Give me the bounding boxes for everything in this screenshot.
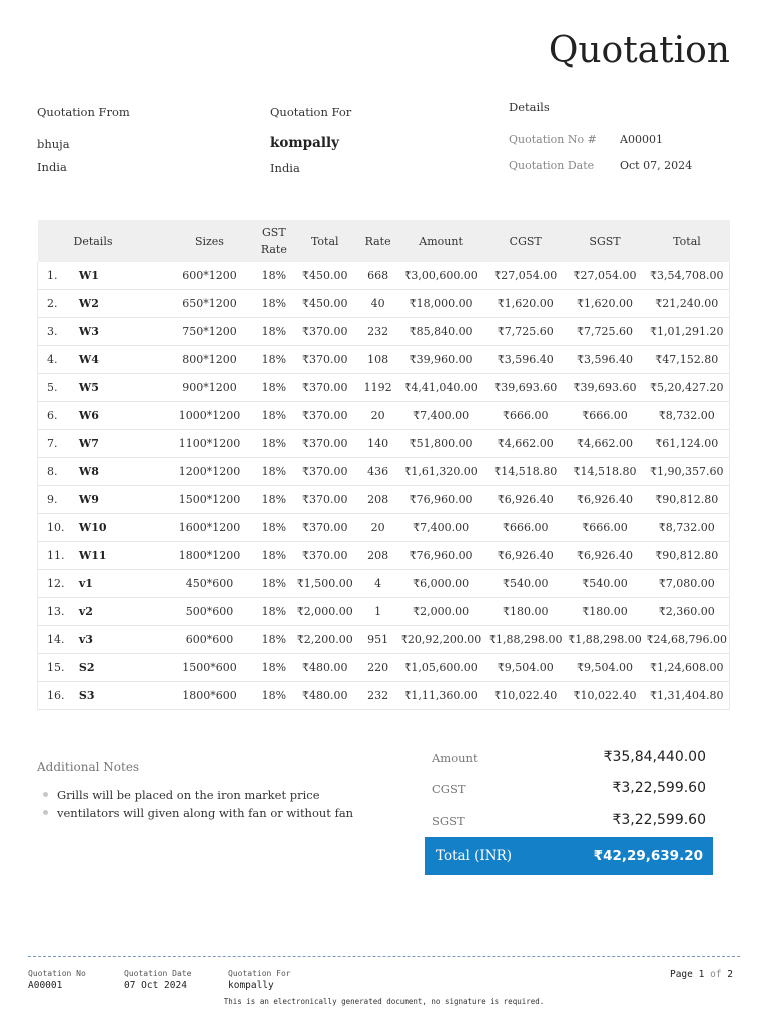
gst-rate: 18% xyxy=(257,486,291,514)
cgst: ₹39,693.60 xyxy=(486,374,566,402)
amount: ₹1,05,600.00 xyxy=(396,654,486,682)
sgst: ₹666.00 xyxy=(566,402,645,430)
line-total: ₹1,31,404.80 xyxy=(644,682,729,710)
unit-price: ₹480.00 xyxy=(291,682,359,710)
unit-price: ₹370.00 xyxy=(291,402,359,430)
header-grand-total: Total xyxy=(644,220,729,262)
amount: ₹20,92,200.00 xyxy=(396,626,486,654)
note-text: ventilators will given along with fan or without fan xyxy=(57,806,354,820)
item-name: W9 xyxy=(75,486,162,514)
sgst: ₹14,518.80 xyxy=(566,458,645,486)
line-total: ₹5,20,427.20 xyxy=(644,374,729,402)
gst-rate: 18% xyxy=(257,262,291,290)
page-of: of xyxy=(710,969,722,980)
cgst: ₹180.00 xyxy=(486,598,566,626)
gst-rate: 18% xyxy=(257,514,291,542)
gst-rate: 18% xyxy=(257,374,291,402)
items-table xyxy=(37,220,730,710)
table-row xyxy=(38,458,730,486)
table-row xyxy=(38,430,730,458)
cgst: ₹666.00 xyxy=(486,514,566,542)
sgst: ₹6,926.40 xyxy=(566,486,645,514)
line-total: ₹1,24,608.00 xyxy=(644,654,729,682)
gst-rate: 18% xyxy=(257,598,291,626)
amount: ₹6,000.00 xyxy=(396,570,486,598)
amount: ₹76,960.00 xyxy=(396,542,486,570)
unit-price: ₹370.00 xyxy=(291,486,359,514)
cgst: ₹4,662.00 xyxy=(486,430,566,458)
quantity: 1 xyxy=(359,598,396,626)
header-total: Total xyxy=(291,220,359,262)
unit-price: ₹450.00 xyxy=(291,262,359,290)
amount: ₹51,800.00 xyxy=(396,430,486,458)
total-value: ₹42,29,639.20 xyxy=(593,848,703,864)
footer-date: 07 Oct 2024 xyxy=(124,980,187,991)
line-total: ₹1,01,291.20 xyxy=(644,318,729,346)
unit-price: ₹450.00 xyxy=(291,290,359,318)
notes-title: Additional Notes xyxy=(37,760,140,774)
row-number: 4. xyxy=(38,346,75,374)
line-total: ₹21,240.00 xyxy=(644,290,729,318)
total-bar xyxy=(425,837,713,875)
quotation-number: A00001 xyxy=(620,133,663,146)
sgst: ₹180.00 xyxy=(566,598,645,626)
header-cgst: CGST xyxy=(486,220,566,262)
gst-rate: 18% xyxy=(257,570,291,598)
sgst: ₹3,596.40 xyxy=(566,346,645,374)
cgst: ₹666.00 xyxy=(486,402,566,430)
sgst: ₹1,88,298.00 xyxy=(566,626,645,654)
item-name: W5 xyxy=(75,374,162,402)
row-number: 10. xyxy=(38,514,75,542)
sgst: ₹1,620.00 xyxy=(566,290,645,318)
cgst: ₹10,022.40 xyxy=(486,682,566,710)
item-name: v3 xyxy=(75,626,162,654)
quantity: 208 xyxy=(359,486,396,514)
note-text: Grills will be placed on the iron market price xyxy=(57,788,320,802)
quantity: 208 xyxy=(359,542,396,570)
header-sgst: SGST xyxy=(566,220,645,262)
line-total: ₹61,124.00 xyxy=(644,430,729,458)
note-item xyxy=(37,787,353,805)
gst-rate: 18% xyxy=(257,626,291,654)
row-number: 13. xyxy=(38,598,75,626)
footer-for: kompally xyxy=(228,980,274,991)
item-name: W8 xyxy=(75,458,162,486)
gst-rate: 18% xyxy=(257,346,291,374)
header-rate: Rate xyxy=(359,220,396,262)
item-size: 450*600 xyxy=(162,570,257,598)
item-size: 650*1200 xyxy=(162,290,257,318)
from-country: India xyxy=(37,160,67,174)
bullet-icon xyxy=(43,792,48,797)
quantity: 4 xyxy=(359,570,396,598)
unit-price: ₹370.00 xyxy=(291,430,359,458)
unit-price: ₹370.00 xyxy=(291,542,359,570)
sgst: ₹540.00 xyxy=(566,570,645,598)
amount: ₹18,000.00 xyxy=(396,290,486,318)
quantity: 951 xyxy=(359,626,396,654)
quantity: 140 xyxy=(359,430,396,458)
cgst: ₹1,620.00 xyxy=(486,290,566,318)
cgst: ₹14,518.80 xyxy=(486,458,566,486)
gst-rate: 18% xyxy=(257,682,291,710)
sgst: ₹9,504.00 xyxy=(566,654,645,682)
from-label: Quotation From xyxy=(37,105,130,119)
page-total: 2 xyxy=(727,969,733,980)
cgst: ₹6,926.40 xyxy=(486,486,566,514)
line-total: ₹47,152.80 xyxy=(644,346,729,374)
table-row xyxy=(38,290,730,318)
amount: ₹7,400.00 xyxy=(396,402,486,430)
unit-price: ₹370.00 xyxy=(291,514,359,542)
amount: ₹7,400.00 xyxy=(396,514,486,542)
item-size: 1800*600 xyxy=(162,682,257,710)
cgst: ₹1,88,298.00 xyxy=(486,626,566,654)
row-number: 1. xyxy=(38,262,75,290)
notes-list xyxy=(37,787,353,823)
table-row xyxy=(38,570,730,598)
sgst: ₹666.00 xyxy=(566,514,645,542)
row-number: 15. xyxy=(38,654,75,682)
quotation-date-label: Quotation Date xyxy=(509,159,595,172)
row-number: 6. xyxy=(38,402,75,430)
item-size: 1000*1200 xyxy=(162,402,257,430)
details-label: Details xyxy=(509,100,550,114)
amount: ₹3,00,600.00 xyxy=(396,262,486,290)
item-size: 600*600 xyxy=(162,626,257,654)
page-indicator xyxy=(670,969,733,980)
sgst: ₹4,662.00 xyxy=(566,430,645,458)
gst-rate: 18% xyxy=(257,318,291,346)
amount: ₹1,11,360.00 xyxy=(396,682,486,710)
item-size: 1600*1200 xyxy=(162,514,257,542)
line-total: ₹1,90,357.60 xyxy=(644,458,729,486)
header-sizes: Sizes xyxy=(162,220,257,262)
item-size: 1100*1200 xyxy=(162,430,257,458)
document-title: Quotation xyxy=(548,30,730,71)
item-name: S3 xyxy=(75,682,162,710)
row-number: 9. xyxy=(38,486,75,514)
table-row xyxy=(38,374,730,402)
summary-cgst-label: CGST xyxy=(432,782,466,796)
item-name: W1 xyxy=(75,262,162,290)
header-gst-line1: GST xyxy=(262,226,286,239)
item-name: W6 xyxy=(75,402,162,430)
table-row xyxy=(38,626,730,654)
total-label: Total (INR) xyxy=(436,848,513,864)
note-item xyxy=(37,805,353,823)
table-row xyxy=(38,542,730,570)
row-number: 2. xyxy=(38,290,75,318)
gst-rate: 18% xyxy=(257,402,291,430)
item-size: 1800*1200 xyxy=(162,542,257,570)
table-row xyxy=(38,598,730,626)
row-number: 16. xyxy=(38,682,75,710)
gst-rate: 18% xyxy=(257,290,291,318)
quantity: 436 xyxy=(359,458,396,486)
table-row xyxy=(38,682,730,710)
item-name: W11 xyxy=(75,542,162,570)
summary-sgst: ₹3,22,599.60 xyxy=(612,812,706,828)
amount: ₹2,000.00 xyxy=(396,598,486,626)
row-number: 8. xyxy=(38,458,75,486)
cgst: ₹7,725.60 xyxy=(486,318,566,346)
unit-price: ₹2,200.00 xyxy=(291,626,359,654)
row-number: 3. xyxy=(38,318,75,346)
cgst: ₹540.00 xyxy=(486,570,566,598)
line-total: ₹90,812.80 xyxy=(644,542,729,570)
unit-price: ₹1,500.00 xyxy=(291,570,359,598)
sgst: ₹27,054.00 xyxy=(566,262,645,290)
unit-price: ₹370.00 xyxy=(291,318,359,346)
table-header-row xyxy=(38,220,730,262)
table-row xyxy=(38,486,730,514)
item-name: v1 xyxy=(75,570,162,598)
to-name: kompally xyxy=(270,135,339,151)
item-name: W10 xyxy=(75,514,162,542)
to-label: Quotation For xyxy=(270,105,352,119)
header-gst-line2: Rate xyxy=(260,243,287,256)
amount: ₹39,960.00 xyxy=(396,346,486,374)
row-number: 11. xyxy=(38,542,75,570)
sgst: ₹10,022.40 xyxy=(566,682,645,710)
row-number: 14. xyxy=(38,626,75,654)
table-row xyxy=(38,654,730,682)
row-number: 7. xyxy=(38,430,75,458)
amount: ₹76,960.00 xyxy=(396,486,486,514)
quantity: 1192 xyxy=(359,374,396,402)
header-details: Details xyxy=(38,220,162,262)
unit-price: ₹370.00 xyxy=(291,346,359,374)
unit-price: ₹370.00 xyxy=(291,458,359,486)
gst-rate: 18% xyxy=(257,430,291,458)
quantity: 20 xyxy=(359,514,396,542)
item-name: W7 xyxy=(75,430,162,458)
line-total: ₹8,732.00 xyxy=(644,402,729,430)
header-gst-rate xyxy=(257,220,291,262)
bullet-icon xyxy=(43,810,48,815)
item-name: W2 xyxy=(75,290,162,318)
sgst: ₹7,725.60 xyxy=(566,318,645,346)
item-size: 750*1200 xyxy=(162,318,257,346)
amount: ₹1,61,320.00 xyxy=(396,458,486,486)
item-name: W3 xyxy=(75,318,162,346)
summary-cgst: ₹3,22,599.60 xyxy=(612,780,706,796)
item-name: S2 xyxy=(75,654,162,682)
item-size: 500*600 xyxy=(162,598,257,626)
cgst: ₹3,596.40 xyxy=(486,346,566,374)
item-size: 1500*600 xyxy=(162,654,257,682)
table-row xyxy=(38,262,730,290)
unit-price: ₹2,000.00 xyxy=(291,598,359,626)
header-amount: Amount xyxy=(396,220,486,262)
footer-for-label: Quotation For xyxy=(228,969,291,978)
from-name: bhuja xyxy=(37,137,70,151)
sgst: ₹6,926.40 xyxy=(566,542,645,570)
quotation-number-label: Quotation No # xyxy=(509,133,597,146)
quantity: 668 xyxy=(359,262,396,290)
table-row xyxy=(38,514,730,542)
item-size: 1500*1200 xyxy=(162,486,257,514)
footer-divider xyxy=(28,956,740,957)
item-size: 1200*1200 xyxy=(162,458,257,486)
page-current: 1 xyxy=(698,969,705,980)
summary-amount-label: Amount xyxy=(432,751,478,765)
footer-date-label: Quotation Date xyxy=(124,969,192,978)
to-country: India xyxy=(270,161,300,175)
quantity: 20 xyxy=(359,402,396,430)
line-total: ₹3,54,708.00 xyxy=(644,262,729,290)
page-word: Page xyxy=(669,969,693,980)
quantity: 40 xyxy=(359,290,396,318)
cgst: ₹6,926.40 xyxy=(486,542,566,570)
item-size: 600*1200 xyxy=(162,262,257,290)
item-size: 800*1200 xyxy=(162,346,257,374)
unit-price: ₹370.00 xyxy=(291,374,359,402)
amount: ₹4,41,040.00 xyxy=(396,374,486,402)
footer-number: A00001 xyxy=(28,980,63,991)
item-size: 900*1200 xyxy=(162,374,257,402)
row-number: 5. xyxy=(38,374,75,402)
line-total: ₹90,812.80 xyxy=(644,486,729,514)
table-row xyxy=(38,346,730,374)
gst-rate: 18% xyxy=(257,654,291,682)
line-total: ₹24,68,796.00 xyxy=(644,626,729,654)
sgst: ₹39,693.60 xyxy=(566,374,645,402)
line-total: ₹2,360.00 xyxy=(644,598,729,626)
quotation-date: Oct 07, 2024 xyxy=(620,159,693,172)
summary-amount: ₹35,84,440.00 xyxy=(603,749,706,765)
cgst: ₹9,504.00 xyxy=(486,654,566,682)
footer-number-label: Quotation No xyxy=(28,969,86,978)
item-name: W4 xyxy=(75,346,162,374)
line-total: ₹8,732.00 xyxy=(644,514,729,542)
unit-price: ₹480.00 xyxy=(291,654,359,682)
quantity: 232 xyxy=(359,318,396,346)
disclaimer: This is an electronically generated document, no signature is required. xyxy=(223,997,545,1006)
quantity: 108 xyxy=(359,346,396,374)
gst-rate: 18% xyxy=(257,542,291,570)
table-row xyxy=(38,318,730,346)
quantity: 232 xyxy=(359,682,396,710)
table-row xyxy=(38,402,730,430)
item-name: v2 xyxy=(75,598,162,626)
cgst: ₹27,054.00 xyxy=(486,262,566,290)
summary-sgst-label: SGST xyxy=(432,814,465,828)
quantity: 220 xyxy=(359,654,396,682)
line-total: ₹7,080.00 xyxy=(644,570,729,598)
row-number: 12. xyxy=(38,570,75,598)
amount: ₹85,840.00 xyxy=(396,318,486,346)
gst-rate: 18% xyxy=(257,458,291,486)
